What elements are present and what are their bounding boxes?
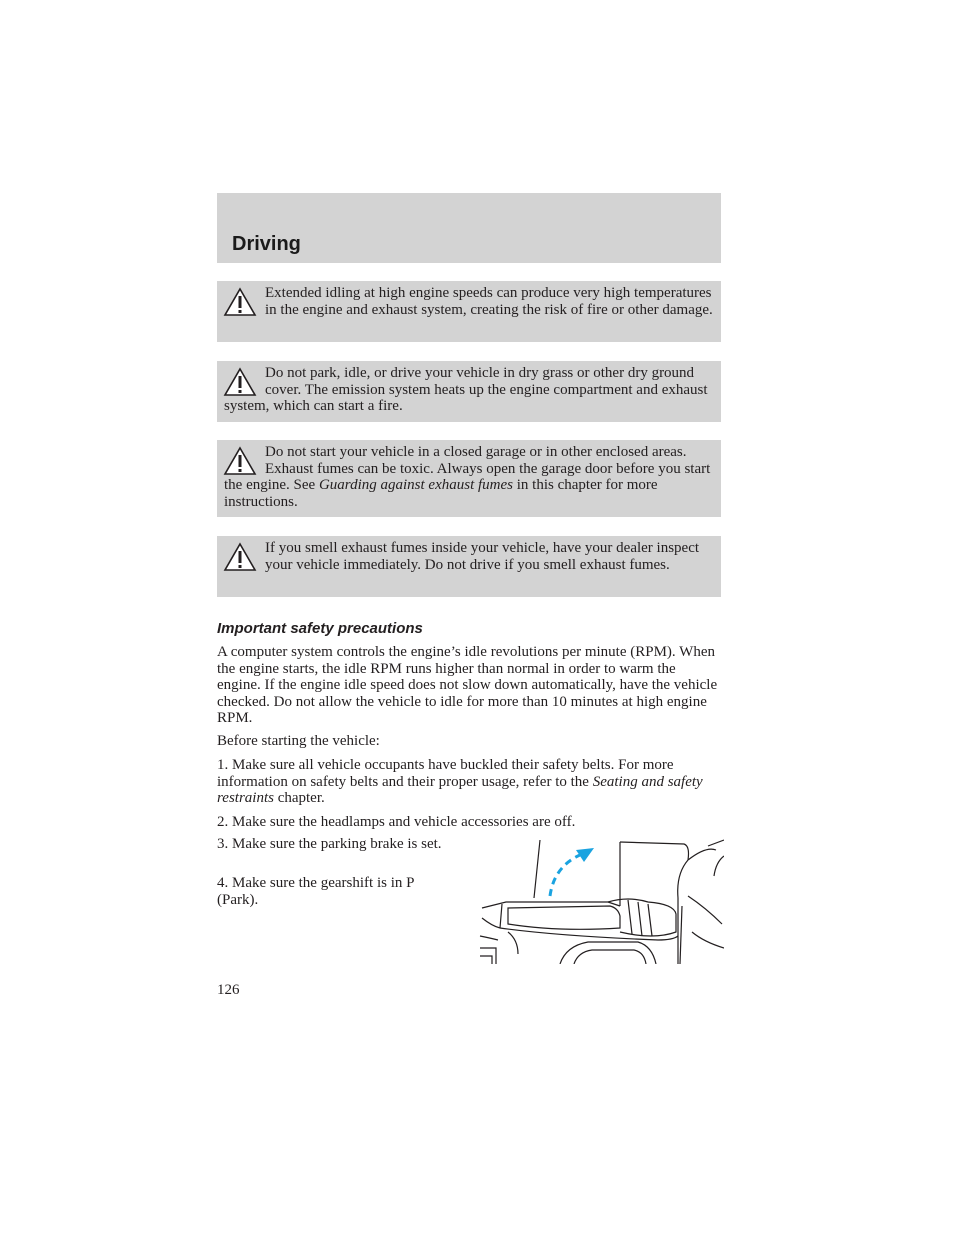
cross-reference-seating: Seating and safety restraints: [217, 773, 703, 806]
warning-triangle-icon: [223, 542, 257, 572]
step-1-part1: 1. Make sure all vehicle occupants have buckled their safety belts. For more information on safety belts and their proper usage, refer to the: [217, 757, 674, 790]
warning-text-3-part2: in this chapter for more instructions.: [224, 477, 658, 510]
chapter-title: Driving: [232, 233, 301, 255]
before-starting-label: Before starting the vehicle:: [217, 733, 380, 749]
page-number: 126: [217, 982, 240, 998]
intro-paragraph: A computer system controls the engine’s idle revolutions per minute (RPM). When the engine starts, the idle RPM runs higher than normal in order to warm the engine. If the engine idle speed does not slow down automatically, have the vehicle checked. Do not allow the vehicle to idle for more than 10 minutes at high engine RPM.: [217, 644, 718, 726]
warning-text-2: Do not park, idle, or drive your vehicle in dry grass or other dry ground cover. The emission system heats up the engine compartment and exhaust system, which can start a fire.: [224, 365, 708, 414]
step-1: [217, 757, 721, 807]
cross-reference-exhaust-fumes: Guarding against exhaust fumes: [318, 477, 513, 493]
warning-text-3-part1: Do not start your vehicle in a closed garage or in other enclosed areas. Exhaust fumes can be toxic. Always open the garage door before you start the engine. See: [224, 444, 711, 493]
step-2: 2. Make sure the headlamps and vehicle accessories are off.: [217, 814, 576, 830]
warning-triangle-icon: [223, 287, 257, 317]
chapter-header-band: [217, 193, 721, 263]
step-4: 4. Make sure the gearshift is in P (Park).: [217, 875, 414, 908]
warning-box-1: [217, 281, 721, 342]
curved-arrow-icon: [550, 854, 582, 896]
warning-box-3: [217, 440, 721, 517]
warning-triangle-icon: [223, 367, 257, 397]
warning-box-2: [217, 361, 721, 422]
parking-brake-illustration: [478, 836, 724, 964]
step-3: 3. Make sure the parking brake is set.: [217, 836, 442, 852]
warning-text-3: [224, 444, 714, 510]
step-1-part2: chapter.: [273, 790, 325, 806]
warning-text-1: Extended idling at high engine speeds can produce very high temperatures in the engine and exhaust system, creating the risk of fire or other damage.: [265, 285, 713, 318]
warning-triangle-icon: [223, 446, 257, 476]
warning-box-4: [217, 536, 721, 597]
section-heading: Important safety precautions: [217, 620, 423, 637]
warning-text-4: If you smell exhaust fumes inside your vehicle, have your dealer inspect your vehicle immediately. Do not drive if you smell exhaust fumes.: [265, 540, 700, 573]
